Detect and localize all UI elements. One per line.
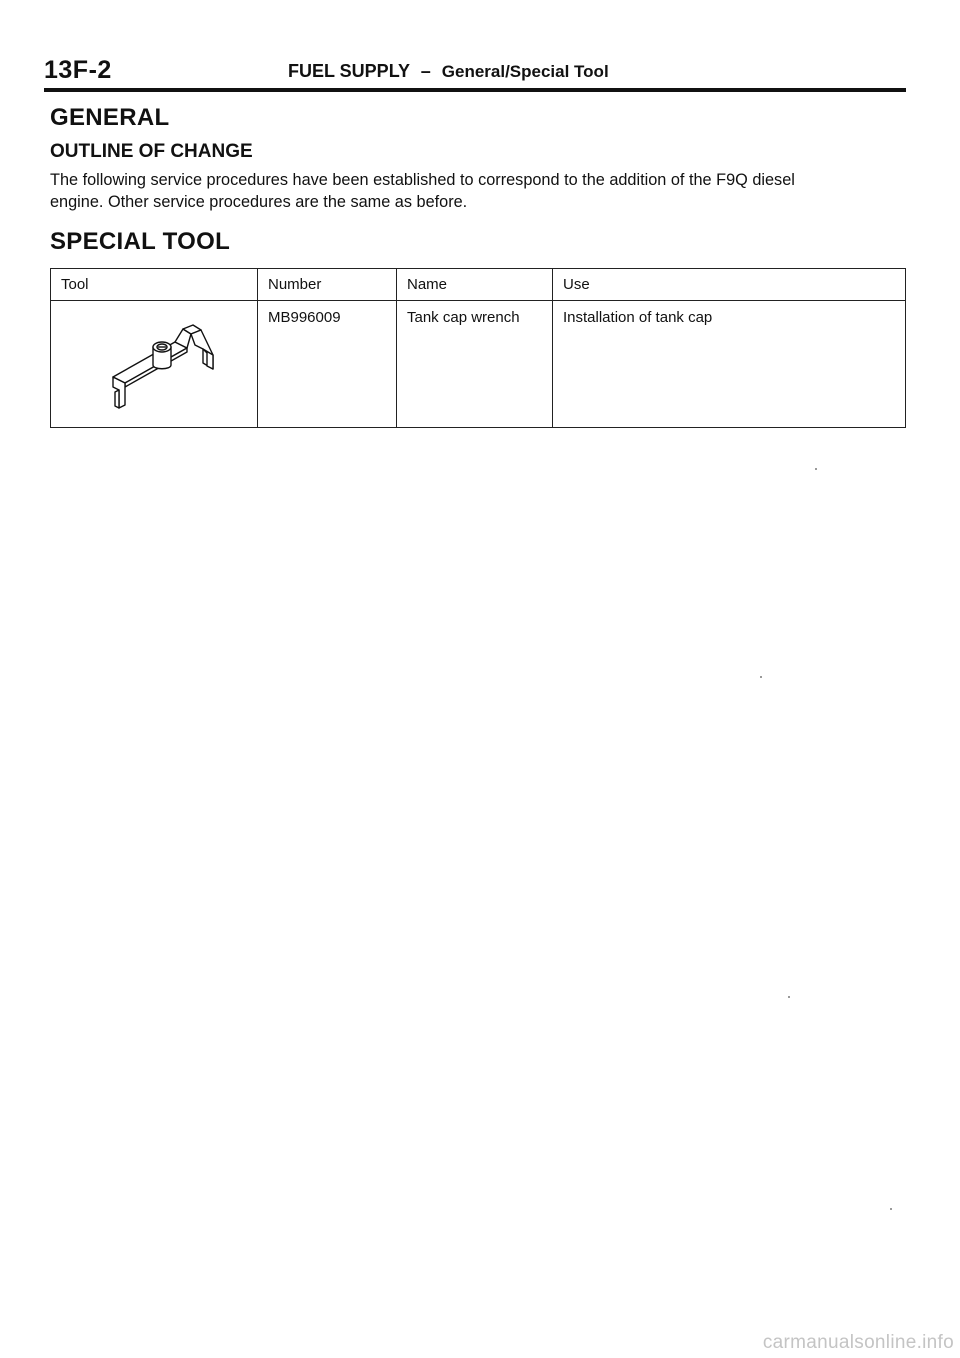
paragraph-line: engine. Other service procedures are the same as before. — [50, 193, 468, 211]
page-header — [44, 54, 906, 92]
scan-speck — [815, 468, 817, 470]
header-separator: – — [420, 61, 431, 81]
header-section: FUEL SUPPLY — [288, 61, 410, 81]
tool-use: Installation of tank cap — [553, 301, 906, 428]
tool-name: Tank cap wrench — [397, 301, 553, 428]
scan-speck — [788, 996, 790, 998]
special-tool-heading: SPECIAL TOOL — [50, 228, 231, 255]
watermark: carmanualsonline.info — [762, 1332, 954, 1353]
header-title — [288, 61, 609, 82]
scan-speck — [760, 676, 762, 678]
tool-image-cell — [51, 301, 258, 428]
general-heading: GENERAL — [50, 104, 170, 131]
column-header-number: Number — [258, 269, 397, 301]
tank-cap-wrench-icon — [91, 307, 221, 411]
column-header-use: Use — [553, 269, 906, 301]
scan-speck — [890, 1208, 892, 1210]
table-header-row — [51, 269, 906, 301]
page-number: 13F-2 — [44, 56, 112, 84]
paragraph-line: The following service procedures have been established to correspond to the addition of the F9Q diesel — [50, 171, 795, 189]
header-subsection: General/Special Tool — [441, 62, 609, 81]
special-tool-table — [50, 268, 906, 428]
outline-paragraph — [50, 169, 910, 213]
column-header-name: Name — [397, 269, 553, 301]
outline-heading: OUTLINE OF CHANGE — [50, 141, 253, 162]
tool-number: MB996009 — [258, 301, 397, 428]
column-header-tool: Tool — [51, 269, 258, 301]
table-row — [51, 301, 906, 428]
